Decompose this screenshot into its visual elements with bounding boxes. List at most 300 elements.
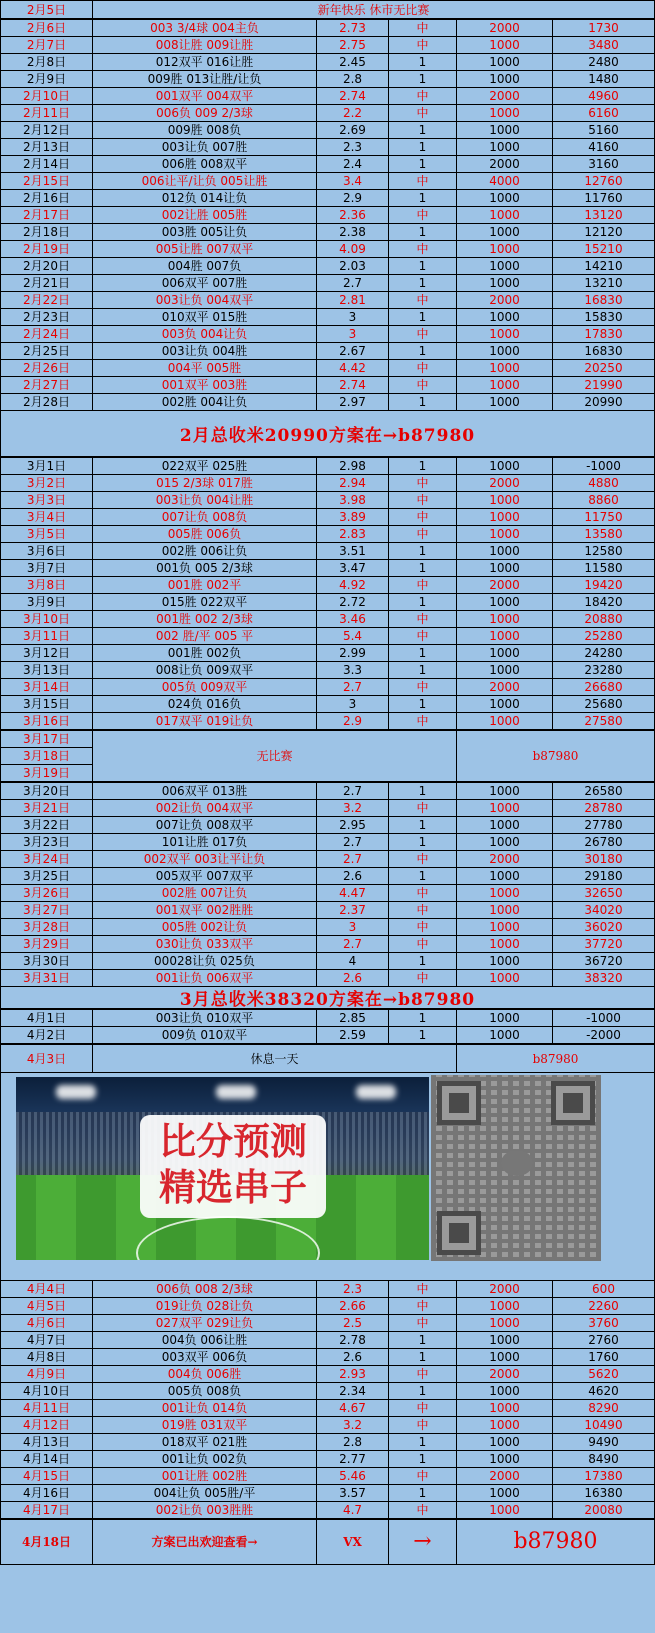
odds-cell: 2.81 [317,292,389,309]
total-cell: 13120 [553,207,655,224]
total-cell: -1000 [553,458,655,475]
date-cell: 3月15日 [1,696,93,713]
odds-cell: 2.98 [317,458,389,475]
odds-cell: 3.2 [317,800,389,817]
total-cell: 16830 [553,292,655,309]
stake-cell: 1000 [457,258,553,275]
stake-cell: 1000 [457,1417,553,1434]
odds-cell: 2.67 [317,343,389,360]
total-cell: 37720 [553,936,655,953]
date-cell: 2月14日 [1,156,93,173]
total-cell: 3480 [553,37,655,54]
odds-cell: 2.75 [317,37,389,54]
table-row [1,458,655,475]
top-row-table [0,0,655,19]
date-cell: 3月31日 [1,970,93,987]
pick-cell: 003让负 004双平 [93,292,317,309]
odds-cell: 3.98 [317,492,389,509]
odds-cell: 2.5 [317,1315,389,1332]
date-cell: 2月12日 [1,122,93,139]
total-cell: 600 [553,1281,655,1298]
date-cell: 3月14日 [1,679,93,696]
pick-cell: 004平 005胜 [93,360,317,377]
odds-cell: 3.57 [317,1485,389,1502]
odds-cell: 3 [317,309,389,326]
date-cell: 3月27日 [1,902,93,919]
stake-cell: 1000 [457,241,553,258]
result-cell: 1 [389,458,457,475]
result-cell: 中 [389,526,457,543]
odds-cell: 4.92 [317,577,389,594]
date-cell: 2月5日 [1,1,93,19]
total-cell: 15210 [553,241,655,258]
stake-cell: 1000 [457,492,553,509]
stake-cell: 1000 [457,207,553,224]
total-cell: 5620 [553,1366,655,1383]
stake-cell: 1000 [457,394,553,411]
total-cell: 4620 [553,1383,655,1400]
table-row [1,1010,655,1027]
contact-code: b87980 [457,1520,655,1565]
table-row [1,492,655,509]
stake-cell: 1000 [457,713,553,730]
total-cell: 36720 [553,953,655,970]
pick-cell: 022双平 025胜 [93,458,317,475]
date-cell: 2月27日 [1,377,93,394]
table-row [1,1434,655,1451]
table-row [1,1332,655,1349]
pick-cell: 009负 010双平 [93,1027,317,1044]
pick-cell: 001双平 004双平 [93,88,317,105]
date-cell: 3月26日 [1,885,93,902]
total-cell: 13210 [553,275,655,292]
odds-cell: 2.99 [317,645,389,662]
pick-cell: 002双平 003让平让负 [93,851,317,868]
mar-table-b [0,782,655,987]
odds-cell: 2.37 [317,902,389,919]
table-row [1,156,655,173]
table-row [1,800,655,817]
odds-cell: 2.72 [317,594,389,611]
pick-cell: 005负 008负 [93,1383,317,1400]
total-cell: 9490 [553,1434,655,1451]
table-row [1,851,655,868]
date-cell: 3月22日 [1,817,93,834]
pick-cell: 005双平 007双平 [93,868,317,885]
table-row [1,360,655,377]
result-cell: 中 [389,1298,457,1315]
total-cell: 4960 [553,88,655,105]
stake-cell: 1000 [457,1502,553,1519]
total-cell: 15830 [553,309,655,326]
total-cell: 8860 [553,492,655,509]
pick-cell: 001双平 002胜胜 [93,902,317,919]
date-cell: 4月4日 [1,1281,93,1298]
table-row [1,577,655,594]
odds-cell: 2.93 [317,1366,389,1383]
date-cell: 2月17日 [1,207,93,224]
total-cell: 11580 [553,560,655,577]
total-cell: 38320 [553,970,655,987]
table-row [1,919,655,936]
date-cell: 4月6日 [1,1315,93,1332]
total-cell: 29180 [553,868,655,885]
date-cell: 3月4日 [1,509,93,526]
total-cell: 17380 [553,1468,655,1485]
table-row [1,139,655,156]
date-cell: 4月7日 [1,1332,93,1349]
date-cell: 4月17日 [1,1502,93,1519]
odds-cell: 2.77 [317,1451,389,1468]
date-cell: 3月20日 [1,783,93,800]
stake-cell: 2000 [457,292,553,309]
odds-cell: 2.36 [317,207,389,224]
total-cell: 3760 [553,1315,655,1332]
date-cell: 2月20日 [1,258,93,275]
bottom-text: 方案已出欢迎查看→ [93,1520,317,1565]
result-cell: 1 [389,560,457,577]
pick-cell: 004负 006胜 [93,1366,317,1383]
pick-cell: 001胜 002 2/3球 [93,611,317,628]
pick-cell: 006负 008 2/3球 [93,1281,317,1298]
result-cell: 中 [389,970,457,987]
result-cell: 1 [389,258,457,275]
table-row [1,207,655,224]
mar-table-a [0,457,655,730]
result-cell: 中 [389,1281,457,1298]
date-cell: 2月19日 [1,241,93,258]
result-cell: 1 [389,1027,457,1044]
pick-cell: 002让负 004双平 [93,800,317,817]
odds-cell: 3.3 [317,662,389,679]
pick-cell: 005负 009双平 [93,679,317,696]
table-row [1,628,655,645]
total-cell: 12760 [553,173,655,190]
total-cell: 14210 [553,258,655,275]
stake-cell: 2000 [457,475,553,492]
total-cell: 20990 [553,394,655,411]
result-cell: 1 [389,54,457,71]
pick-cell: 005胜 006负 [93,526,317,543]
stake-cell: 1000 [457,1298,553,1315]
date-cell: 3月1日 [1,458,93,475]
table-row [1,71,655,88]
odds-cell: 2.8 [317,1434,389,1451]
stake-cell: 1000 [457,1027,553,1044]
stake-cell: 1000 [457,1332,553,1349]
mar-summary: 3月总收米38320方案在→b87980 [0,987,655,1009]
stake-cell: 1000 [457,190,553,207]
stake-cell: 1000 [457,343,553,360]
date-cell: 3月18日 [1,748,93,765]
total-cell: 30180 [553,851,655,868]
odds-cell: 2.7 [317,275,389,292]
odds-cell: 2.7 [317,936,389,953]
table-row [1,611,655,628]
stake-cell: 1000 [457,275,553,292]
result-cell: 1 [389,953,457,970]
table-row [1,713,655,730]
stake-cell: 2000 [457,679,553,696]
date-cell: 3月6日 [1,543,93,560]
date-cell: 4月10日 [1,1383,93,1400]
date-cell: 4月5日 [1,1298,93,1315]
odds-cell: 2.34 [317,1383,389,1400]
result-cell: 中 [389,1315,457,1332]
feb-summary: 2月总收米20990方案在→b87980 [0,411,655,457]
result-cell: 1 [389,224,457,241]
date-cell: 4月14日 [1,1451,93,1468]
odds-cell: 2.3 [317,139,389,156]
table-row [1,1366,655,1383]
table-row [1,902,655,919]
result-cell: 中 [389,1468,457,1485]
odds-cell: 2.78 [317,1332,389,1349]
stake-cell: 1000 [457,54,553,71]
total-cell: 2260 [553,1298,655,1315]
date-cell: 2月16日 [1,190,93,207]
total-cell: 27580 [553,713,655,730]
date-cell: 3月29日 [1,936,93,953]
table-row [1,834,655,851]
date-cell: 4月12日 [1,1417,93,1434]
stake-cell: 1000 [457,509,553,526]
pick-cell: 012负 014让负 [93,190,317,207]
pick-cell: 004让负 005胜/平 [93,1485,317,1502]
stake-cell: 1000 [457,662,553,679]
table-row [1,241,655,258]
total-cell: 17830 [553,326,655,343]
result-cell: 1 [389,662,457,679]
pick-cell: 018双平 021胜 [93,1434,317,1451]
stake-cell: 1000 [457,594,553,611]
odds-cell: 3.89 [317,509,389,526]
total-cell: 5160 [553,122,655,139]
pick-cell: 027双平 029让负 [93,1315,317,1332]
table-row [1,885,655,902]
contact-code: b87980 [457,1045,655,1073]
pick-cell: 003 3/4球 004主负 [93,20,317,37]
pick-cell: 001让负 006双平 [93,970,317,987]
table-row [1,258,655,275]
result-cell: 中 [389,679,457,696]
stake-cell: 1000 [457,526,553,543]
result-cell: 中 [389,509,457,526]
table-row [1,936,655,953]
date-cell: 3月23日 [1,834,93,851]
stake-cell: 2000 [457,1468,553,1485]
result-cell: 1 [389,275,457,292]
table-row [1,817,655,834]
stake-cell: 1000 [457,560,553,577]
ad-banner [0,1073,655,1280]
pick-cell: 006双平 013胜 [93,783,317,800]
date-cell: 2月25日 [1,343,93,360]
stake-cell: 1000 [457,800,553,817]
total-cell: 1480 [553,71,655,88]
pick-cell: 00028让负 025负 [93,953,317,970]
table-row [1,783,655,800]
total-cell: 27780 [553,817,655,834]
odds-cell: 4.42 [317,360,389,377]
odds-cell: 2.6 [317,1349,389,1366]
odds-cell: 2.7 [317,851,389,868]
table-row [1,543,655,560]
stake-cell: 1000 [457,783,553,800]
holiday-note: 新年快乐 休市无比赛 [93,1,655,19]
table-row [1,594,655,611]
table-row [1,645,655,662]
stake-cell: 1000 [457,1349,553,1366]
total-cell: 4880 [553,475,655,492]
pick-cell: 015 2/3球 017胜 [93,475,317,492]
apr-table-a [0,1009,655,1044]
total-cell: 10490 [553,1417,655,1434]
contact-code: b87980 [457,731,655,782]
ad-label [140,1115,326,1218]
result-cell: 中 [389,577,457,594]
result-cell: 1 [389,645,457,662]
table-row [1,394,655,411]
pick-cell: 019胜 031双平 [93,1417,317,1434]
stake-cell: 1000 [457,326,553,343]
stake-cell: 1000 [457,902,553,919]
result-cell: 1 [389,817,457,834]
pick-cell: 003负 004让负 [93,326,317,343]
stake-cell: 1000 [457,1451,553,1468]
pick-cell: 004胜 007负 [93,258,317,275]
odds-cell: 3 [317,919,389,936]
stake-cell: 1000 [457,122,553,139]
result-cell: 中 [389,800,457,817]
odds-cell: 3 [317,326,389,343]
stake-cell: 2000 [457,156,553,173]
table-row [1,292,655,309]
date-cell: 4月8日 [1,1349,93,1366]
odds-cell: 3.2 [317,1417,389,1434]
pick-cell: 001胜 002平 [93,577,317,594]
result-cell: 1 [389,1451,457,1468]
stake-cell: 1000 [457,628,553,645]
total-cell: 18420 [553,594,655,611]
result-cell: 中 [389,37,457,54]
total-cell: 21990 [553,377,655,394]
pick-cell: 008让胜 009让胜 [93,37,317,54]
table-row [1,224,655,241]
result-cell: 中 [389,207,457,224]
stake-cell: 1000 [457,970,553,987]
total-cell: 1760 [553,1349,655,1366]
result-cell: 中 [389,936,457,953]
stake-cell: 1000 [457,309,553,326]
odds-cell: 2.7 [317,783,389,800]
total-cell: 12580 [553,543,655,560]
pick-cell: 001胜 002负 [93,645,317,662]
stake-cell: 2000 [457,88,553,105]
odds-cell: 2.7 [317,834,389,851]
date-cell: 3月30日 [1,953,93,970]
stadium-image [16,1077,429,1260]
pick-cell: 001让负 014负 [93,1400,317,1417]
total-cell: 28780 [553,800,655,817]
odds-cell: 2.8 [317,71,389,88]
pick-cell: 003双平 006负 [93,1349,317,1366]
table-row [1,1315,655,1332]
result-cell: 中 [389,292,457,309]
odds-cell: 2.74 [317,377,389,394]
result-cell: 1 [389,309,457,326]
pick-cell: 006胜 008双平 [93,156,317,173]
date-cell: 2月13日 [1,139,93,156]
odds-cell: 2.73 [317,20,389,37]
result-cell: 中 [389,88,457,105]
date-cell: 4月9日 [1,1366,93,1383]
pick-cell: 008让负 009双平 [93,662,317,679]
date-cell: 2月6日 [1,20,93,37]
result-cell: 1 [389,1434,457,1451]
total-cell: 1730 [553,20,655,37]
table-row [1,1298,655,1315]
wechat-icon [501,1150,533,1176]
odds-cell: 2.3 [317,1281,389,1298]
total-cell: 26580 [553,783,655,800]
result-cell: 1 [389,1485,457,1502]
result-cell: 1 [389,1332,457,1349]
pick-cell: 001让负 002负 [93,1451,317,1468]
total-cell: 23280 [553,662,655,679]
result-cell: 中 [389,475,457,492]
table-row [1,662,655,679]
odds-cell: 2.45 [317,54,389,71]
stake-cell: 1000 [457,834,553,851]
stake-cell: 2000 [457,1366,553,1383]
date-cell: 3月17日 [1,731,93,748]
table-row [1,679,655,696]
date-cell: 4月1日 [1,1010,93,1027]
odds-cell: 5.46 [317,1468,389,1485]
mar-break-table [0,730,655,782]
odds-cell: 2.6 [317,868,389,885]
stake-cell: 1000 [457,1315,553,1332]
total-cell: 20880 [553,611,655,628]
total-cell: 16380 [553,1485,655,1502]
total-cell: 32650 [553,885,655,902]
date-cell: 3月24日 [1,851,93,868]
table-row [1,1027,655,1044]
pick-cell: 017双平 019让负 [93,713,317,730]
stake-cell: 1000 [457,1400,553,1417]
date-cell: 4月16日 [1,1485,93,1502]
date-cell: 3月11日 [1,628,93,645]
odds-cell: 2.94 [317,475,389,492]
date-cell: 2月21日 [1,275,93,292]
odds-cell: 4.67 [317,1400,389,1417]
date-cell: 2月28日 [1,394,93,411]
stake-cell: 1000 [457,37,553,54]
table-row [1,122,655,139]
date-cell: 3月21日 [1,800,93,817]
date-cell: 2月8日 [1,54,93,71]
result-cell: 1 [389,1349,457,1366]
date-cell: 2月15日 [1,173,93,190]
result-cell: 1 [389,696,457,713]
result-cell: 中 [389,611,457,628]
stake-cell: 1000 [457,1010,553,1027]
result-cell: 1 [389,1010,457,1027]
stake-cell: 1000 [457,885,553,902]
pick-cell: 001让胜 002胜 [93,1468,317,1485]
total-cell: 19420 [553,577,655,594]
